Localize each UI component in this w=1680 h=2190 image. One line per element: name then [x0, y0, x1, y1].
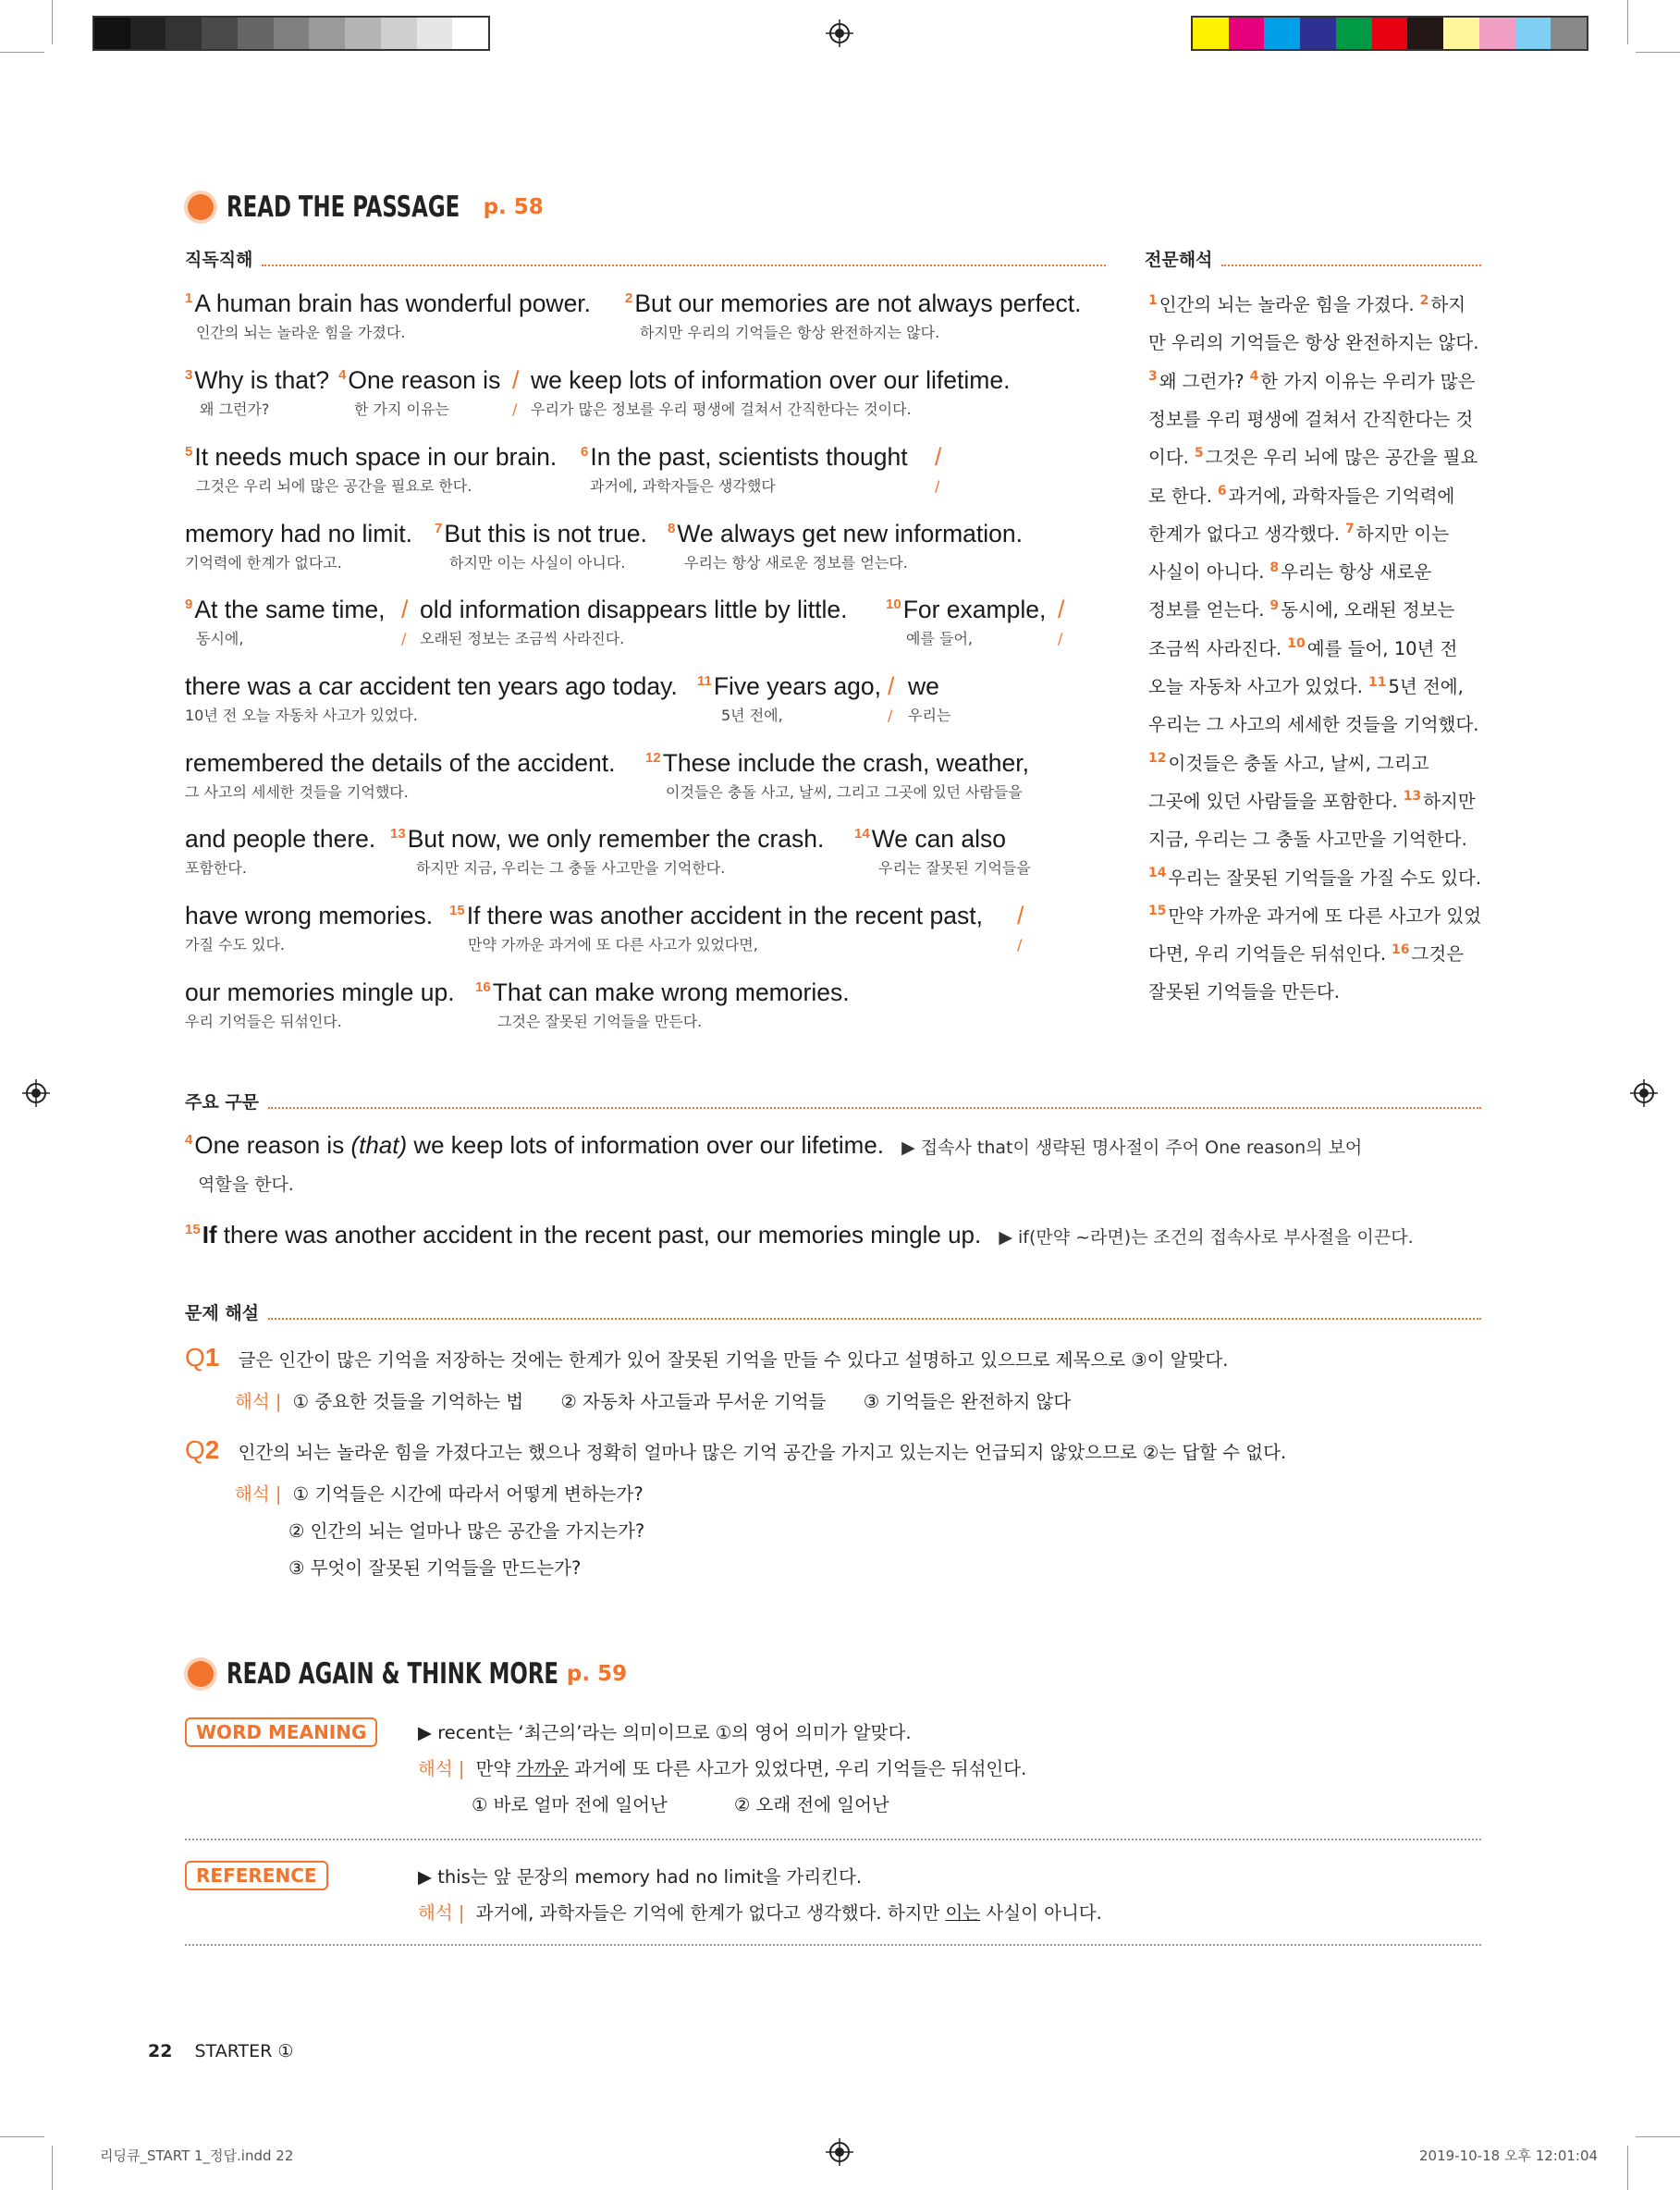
- word-meaning-translation: 해석 | 만약 가까운 과거에 또 다른 사고가 있었다면, 우리 기억들은 뒤섞인다.: [418, 1758, 1027, 1779]
- translation-line: 지금, 우리는 그 충돌 사고만을 기억한다.: [1148, 829, 1467, 851]
- question-2-translation: 해석 | ① 기억들은 시간에 따라서 어떻게 변하는가?: [235, 1483, 644, 1505]
- print-date: 2019-10-18 오후 12:01:04: [1419, 2147, 1599, 2164]
- divider: [185, 1944, 1481, 1946]
- color-bar: [1191, 16, 1588, 51]
- section-title: READ THE PASSAGE: [227, 191, 460, 224]
- crop-mark: [52, 0, 53, 44]
- word-meaning-label: WORD MEANING: [185, 1717, 377, 1747]
- bullet-dot-icon: [188, 194, 214, 220]
- problem-label-row: [185, 1299, 1481, 1324]
- problem-label: 문제 해설: [185, 1303, 260, 1323]
- section-page: p. 58: [483, 195, 544, 219]
- section-title: READ AGAIN & THINK MORE: [227, 1657, 559, 1691]
- translation-line: 그곳에 있던 사람들을 포함한다. $^{13}$ 하지만: [1148, 789, 1476, 812]
- registration-mark-icon: [1630, 1079, 1658, 1107]
- key-phrase: $^4$One reason is (that) we keep lots of information over our lifetime. ▶ 접속사 that이 생략된 명사절이 주어 One reason의 보어: [185, 1131, 1363, 1159]
- registration-mark-icon: [22, 1079, 50, 1107]
- translation-line: 우리는 그 사고의 세세한 것들을 기억했다.: [1148, 714, 1479, 736]
- registration-mark-icon: [826, 19, 853, 47]
- translation-line: 사실이 아니다. $^8$ 우리는 항상 새로운: [1148, 560, 1432, 584]
- reference-line: ▶ this는 앞 문장의 memory had no limit을 가리킨다.: [418, 1866, 863, 1888]
- translation-line: 오늘 자동차 사고가 있었다. $^{11}$ 5년 전에,: [1148, 674, 1464, 697]
- question-1: Q1 글은 인간이 많은 기억을 저장하는 것에는 한계가 있어 잘못된 기억을 만들 수 있다고 설명하고 있으므로 제목으로 ③이 알맞다.: [185, 1343, 1229, 1372]
- crop-mark: [0, 52, 44, 53]
- reference-label: REFERENCE: [185, 1861, 328, 1890]
- crop-mark: [0, 2136, 44, 2137]
- question-1-translation: 해석 | ① 중요한 것들을 기억하는 법 ② 자동차 사고들과 무서운 기억들 ③ 기억들은 완전하지 않다: [235, 1391, 1072, 1412]
- translation-line: 한계가 없다고 생각했다. $^7$ 하지만 이는: [1148, 522, 1450, 545]
- translation-line: $^3$ 왜 그런가? $^4$ 한 가지 이유는 우리가 많은: [1148, 369, 1476, 392]
- translation-line: $^{14}$ 우리는 잘못된 기억들을 가질 수도 있다.: [1148, 866, 1482, 889]
- translation-line: $^{15}$ 만약 가까운 과거에 또 다른 사고가 있었: [1148, 904, 1482, 927]
- translation-line: 이다. $^5$ 그것은 우리 뇌에 많은 공간을 필요: [1148, 445, 1478, 469]
- translation-line: 정보를 우리 평생에 걸쳐서 간직한다는 것: [1148, 408, 1474, 430]
- divider: [185, 1839, 1481, 1840]
- page-footer: [148, 2041, 293, 2061]
- section-page: p. 59: [566, 1662, 628, 1686]
- passage-section-header: [188, 191, 544, 224]
- translation-line: 만 우리의 기억들은 항상 완전하지는 않다.: [1148, 332, 1479, 354]
- word-meaning-line: ▶ recent는 ‘최근의’라는 의미이므로 ①의 영어 의미가 알맞다.: [418, 1722, 912, 1743]
- word-meaning-options: ① 바로 얼마 전에 일어난 ② 오래 전에 일어난: [472, 1794, 889, 1815]
- bullet-dot-icon: [188, 1661, 214, 1687]
- key-phrase-note: 역할을 한다.: [198, 1175, 294, 1195]
- file-name: 리딩큐_START 1_정답.indd 22: [100, 2147, 294, 2164]
- reference-translation: 해석 | 과거에, 과학자들은 기억에 한계가 없다고 생각했다. 하지만 이는 사실이 아니다.: [418, 1902, 1102, 1924]
- key-phrases-label-row: [185, 1089, 1481, 1113]
- page-number: 22: [148, 2041, 173, 2061]
- crop-mark: [1636, 52, 1680, 53]
- direct-reading-label: 직독직해: [185, 250, 253, 270]
- direct-reading-label-row: [185, 246, 1106, 271]
- translation-line: $^1$ 인간의 뇌는 놀라운 힘을 가졌다. $^2$ 하지: [1148, 292, 1466, 315]
- translation-line: 잘못된 기억들을 만든다.: [1148, 981, 1340, 1003]
- again-section-header: [188, 1657, 627, 1691]
- translation-line: $^{12}$ 이것들은 충돌 사고, 날씨, 그리고: [1148, 751, 1429, 774]
- registration-mark-icon: [826, 2138, 853, 2166]
- key-phrase: $^{15}$If there was another accident in the recent past, our memories mingle up. ▶ if(만약 ~라면)는 조건의 접속사로 부사절을 이끈다.: [185, 1221, 1414, 1249]
- full-translation-label: 전문해석: [1145, 250, 1213, 270]
- crop-mark: [1636, 2136, 1680, 2137]
- translation-line: 정보를 얻는다. $^9$ 동시에, 오래된 정보는: [1148, 597, 1455, 621]
- translation-line: 다면, 우리 기억들은 뒤섞인다. $^{16}$ 그것은: [1148, 941, 1465, 966]
- key-phrases-label: 주요 구문: [185, 1092, 260, 1113]
- translation-line: 로 한다. $^6$ 과거에, 과학자들은 기억력에: [1148, 484, 1455, 507]
- question-2: Q2 인간의 뇌는 놀라운 힘을 가졌다고는 했으나 정확히 얼마나 많은 기억 공간을 가지고 있는지는 언급되지 않았으므로 ②는 답할 수 없다.: [185, 1435, 1287, 1464]
- crop-mark: [1627, 2146, 1628, 2190]
- translation-line: 조금씩 사라진다. $^{10}$ 예를 들어, 10년 전: [1148, 636, 1458, 659]
- question-2-translation: ② 인간의 뇌는 얼마나 많은 공간을 가지는가?: [288, 1520, 645, 1542]
- question-2-translation: ③ 무엇이 잘못된 기억들을 만드는가?: [288, 1557, 582, 1579]
- full-translation-label-row: [1145, 246, 1481, 271]
- crop-mark: [1627, 0, 1628, 44]
- book-title: STARTER ①: [194, 2041, 294, 2061]
- grayscale-bar: [92, 16, 490, 51]
- crop-mark: [52, 2146, 53, 2190]
